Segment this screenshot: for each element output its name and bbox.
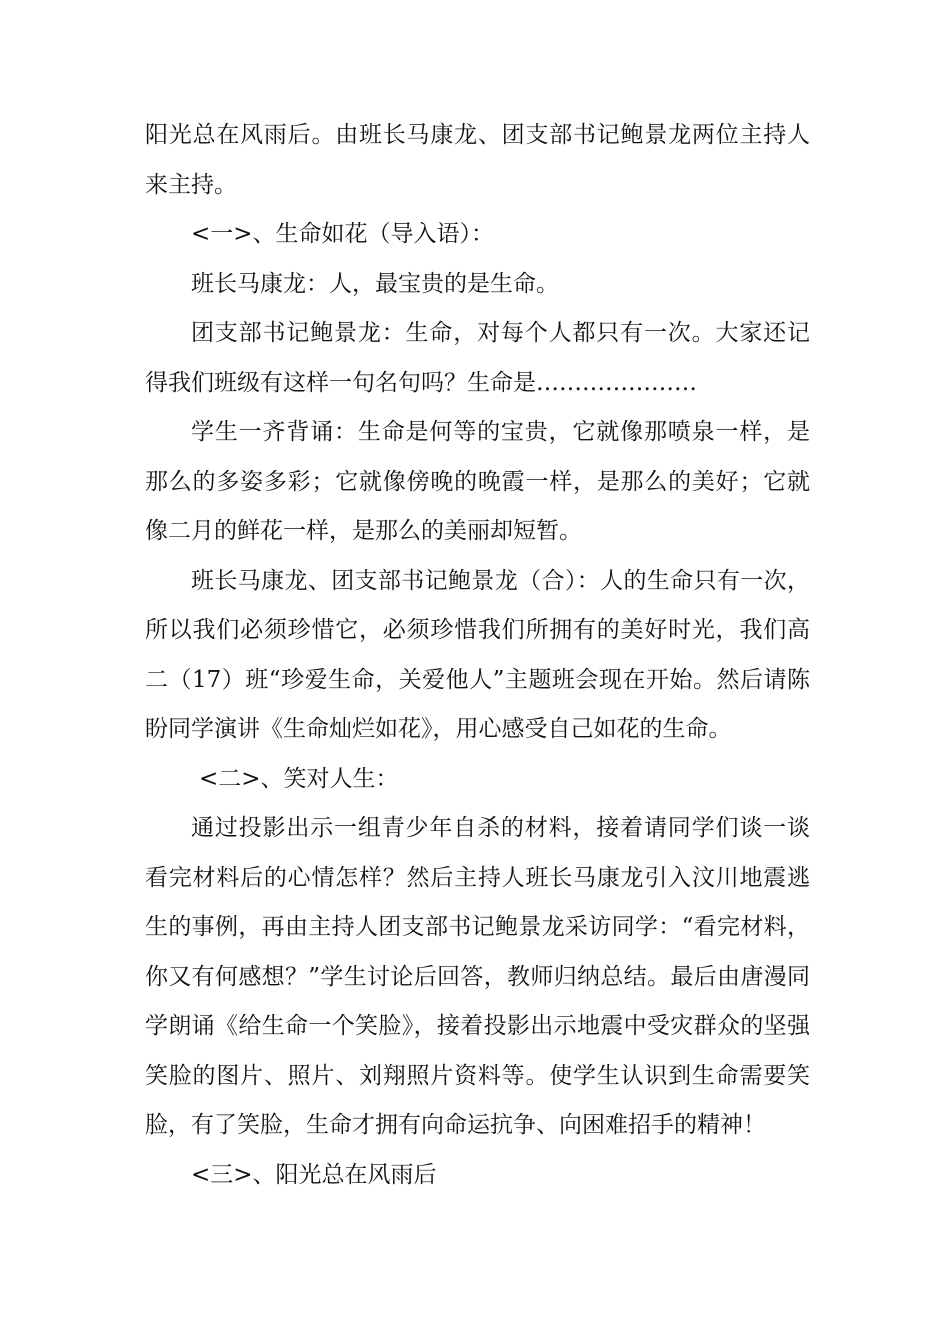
section-2-body: 通过投影出示一组青少年自杀的材料，接着请同学们谈一谈看完材料后的心情怎样？然后主持人班长马康龙引入汶川地震逃生的事例，再由主持人团支部书记鲍景龙采访同学：“看完材料，你又有何感想？”学生讨论后回答，教师归纳总结。最后由唐漫同学朗诵《给生命一个笑脸》，接着投影出示地震中受灾群众的坚强笑脸的图片、照片、刘翔照片资料等。使学生认识到生命需要笑脸，有了笑脸，生命才拥有向命运抗争、向困难招手的精神！ bbox=[145, 815, 810, 1138]
dialogue-line-ma: 班长马康龙：人，最宝贵的是生命。 bbox=[191, 270, 559, 297]
section-heading-3: <三>、阳光总在风雨后 bbox=[191, 1161, 437, 1188]
section-heading-1: <一>、生命如花（导入语）： bbox=[191, 221, 495, 247]
document-body bbox=[145, 111, 810, 1200]
dialogue-line-bao: 团支部书记鲍景龙：生命，对每个人都只有一次。大家还记得我们班级有这样一句名句吗？生命是………………… bbox=[145, 320, 810, 396]
paragraph-intro-continuation: 阳光总在风雨后。由班长马康龙、团支部书记鲍景龙两位主持人来主持。 bbox=[145, 122, 810, 198]
student-recitation: 学生一齐背诵：生命是何等的宝贵，它就像那喷泉一样，是那么的多姿多彩；它就像傍晚的晚霞一样，是那么的美好；它就像二月的鲜花一样，是那么的美丽却短暂。 bbox=[145, 419, 810, 544]
joint-opening: 班长马康龙、团支部书记鲍景龙（合）：人的生命只有一次，所以我们必须珍惜它，必须珍惜我们所拥有的美好时光，我们高二（17）班“珍爱生命，关爱他人”主题班会现在开始。然后请陈盼同学演讲《生命灿烂如花》，用心感受自己如花的生命。 bbox=[145, 567, 810, 742]
section-heading-2: <二>、笑对人生： bbox=[199, 765, 399, 792]
